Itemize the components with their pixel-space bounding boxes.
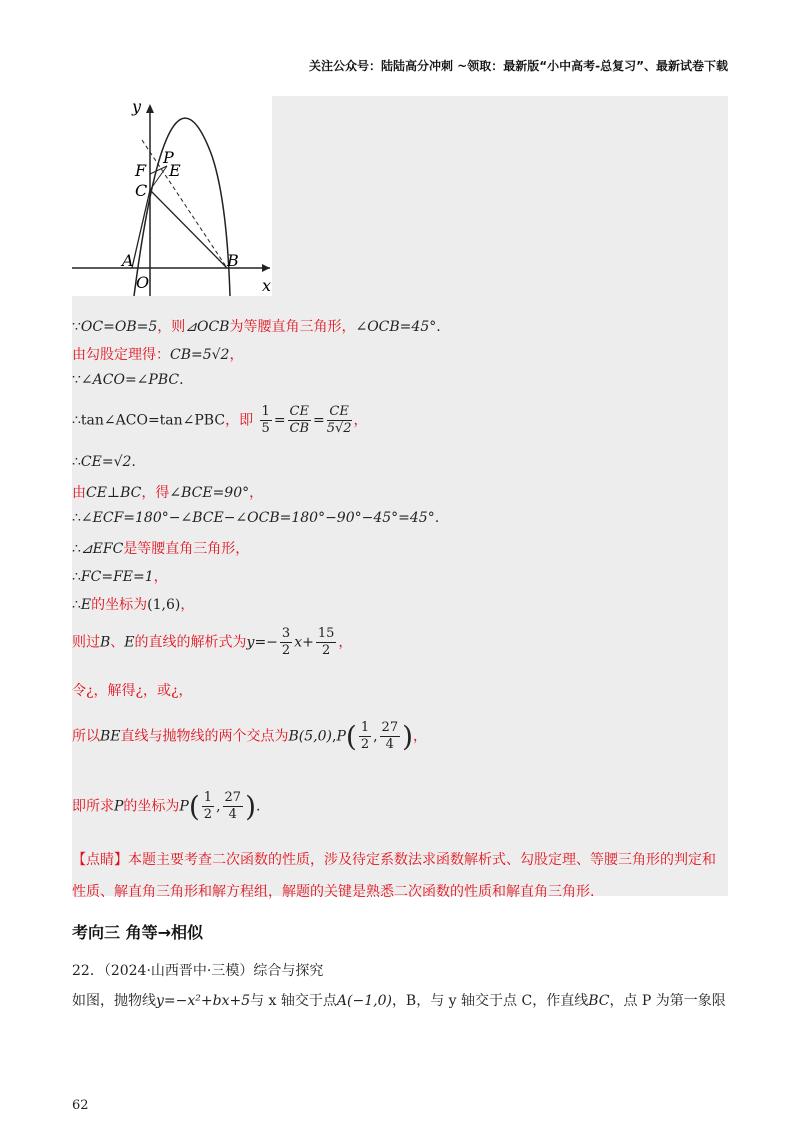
solution-line-3: ∵∠ACO=∠PBC. (72, 372, 184, 388)
fraction-27-4: $\frac{27}{4}$ (381, 720, 399, 752)
page-number: 62 (72, 1098, 89, 1113)
fraction-3-2: $\frac{3}{2}$ (281, 626, 291, 658)
line-AC (132, 190, 150, 268)
parabola-figure (72, 96, 272, 296)
label-F: F (135, 161, 147, 180)
solution-line-14: 即所求P的坐标为P( $\frac{1}{2}$ , $\frac{27}{4}$ ). (72, 790, 261, 823)
figure-svg (72, 96, 272, 296)
y-axis-arrow (146, 104, 154, 113)
label-E: E (169, 161, 181, 180)
label-x: x (262, 276, 272, 295)
fraction-1-5: $\frac{1}{5}$ (261, 404, 270, 436)
solution-block (72, 296, 728, 900)
solution-line-7: ∴∠ECF=180°−∠BCE−∠OCB=180°−90°−45°=45°. (72, 510, 440, 526)
label-C: C (135, 181, 148, 200)
solution-line-8: ∴⊿EFC是等腰直角三角形， (72, 541, 250, 557)
fraction-ce-cb: $\frac{CE}{CB}$ (289, 404, 310, 436)
parabola-curve (134, 118, 230, 296)
solution-line-9: ∴FC=FE=1， (72, 569, 168, 585)
fraction-15-2: $\frac{15}{2}$ (317, 626, 335, 658)
solution-line-5: ∴CE=√2. (72, 454, 136, 470)
x-axis-arrow (262, 264, 270, 272)
label-O: O (136, 273, 150, 292)
solution-line-1: ∵OC=OB=5，则⊿OCB为等腰直角三角形，∠OCB=45°. (72, 319, 441, 335)
fraction-1-2b: $\frac{1}{2}$ (203, 790, 213, 822)
section-title: 考向三 角等→相似 (72, 923, 203, 942)
problem-line-1: 22．（2024·山西晋中·三模）综合与探究 (72, 963, 324, 979)
solution-line-10: ∴E的坐标为(1,6)， (72, 597, 195, 613)
solution-line-2: 由勾股定理得：CB=5√2， (72, 347, 244, 363)
solution-line-6: 由CE⊥BC，得∠BCE=90°， (72, 485, 264, 501)
label-y: y (132, 97, 142, 116)
label-B: B (227, 251, 239, 270)
fraction-27-4b: $\frac{27}{4}$ (224, 790, 242, 822)
line-PB-dashed (142, 140, 227, 268)
fraction-1-2: $\frac{1}{2}$ (360, 720, 370, 752)
solution-line-12: 令¿，解得¿，或¿， (72, 683, 193, 699)
label-P: P (163, 148, 174, 167)
page-header: 关注公众号：陆陆高分冲刺 ~领取：最新版“小中高考-总复习”、最新试卷下载 (309, 59, 728, 73)
label-A: A (122, 251, 134, 270)
figure-shade (272, 96, 728, 296)
line-CB (150, 190, 227, 268)
solution-line-4: ∴tan∠ACO=tan∠PBC，即 $\frac{1}{5}$ = $\frac{CE}{CB}$ = $\frac{CE}{5√2}$ ， (72, 404, 368, 436)
key-point-note: 【点睛】本题主要考查二次函数的性质，涉及待定系数法求函数解析式、勾股定理、等腰三角形的判定和性质、解直角三角形和解方程组，解题的关键是熟悉二次函数的性质和解直角三角形. (72, 852, 716, 900)
solution-line-13: 所以BE直线与抛物线的两个交点为B(5,0),P( $\frac{1}{2}$ , $\frac{27}{4}$ )， (72, 720, 428, 753)
problem-line-2: 如图，抛物线y=−x²+bx+5与 x 轴交于点A(−1,0)，B，与 y 轴交于点 C，作直线BC，点 P 为第一象限 (72, 993, 726, 1009)
solution-line-11: 则过B、E的直线的解析式为y=− $\frac{3}{2}$ x+ $\frac{15}{2}$ ， (72, 626, 353, 658)
fraction-ce-5root2: $\frac{CE}{5√2}$ (326, 404, 352, 436)
